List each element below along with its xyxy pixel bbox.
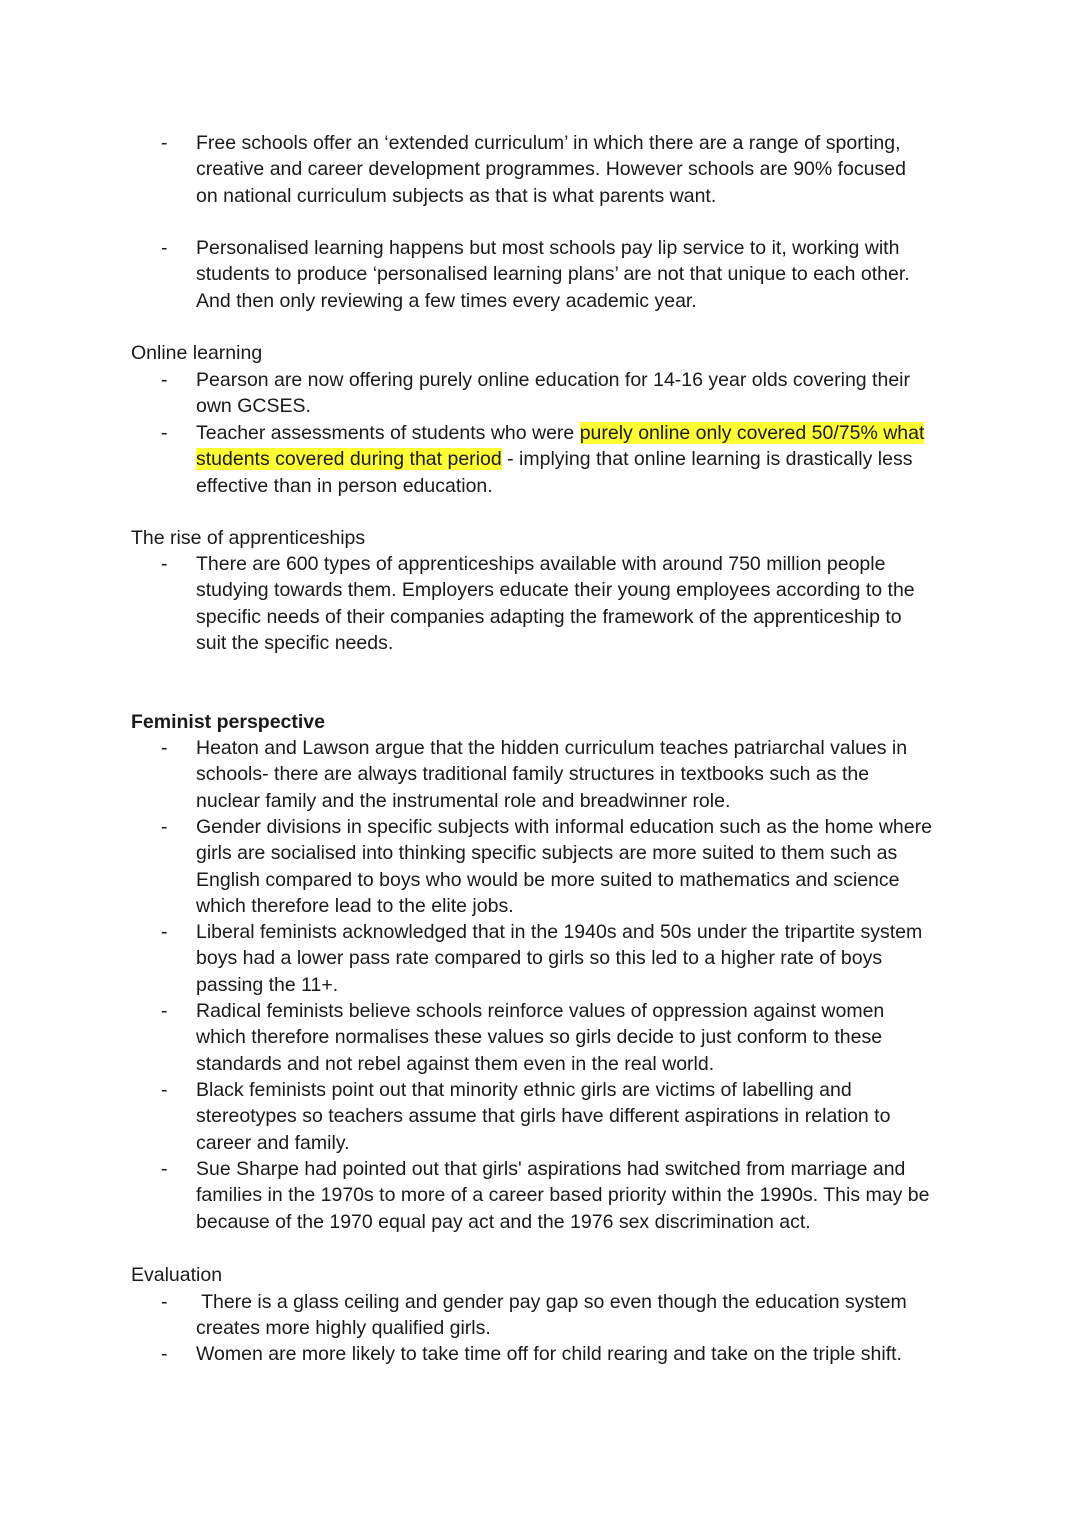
text-line: There are 600 types of apprenticeships available with around 750 million people bbox=[196, 553, 886, 575]
bullet-dash: - bbox=[161, 921, 168, 943]
text-line: Personalised learning happens but most schools pay lip service to it, working with bbox=[196, 237, 900, 259]
text-line: on national curriculum subjects as that is what parents want. bbox=[196, 184, 717, 207]
text-line: effective than in person education. bbox=[196, 474, 493, 497]
text-line: Heaton and Lawson argue that the hidden curriculum teaches patriarchal values in bbox=[196, 737, 908, 759]
text-line bbox=[196, 420, 956, 446]
text-line: creates more highly qualified girls. bbox=[196, 1317, 491, 1340]
text-line: suit the specific needs. bbox=[196, 631, 394, 654]
text-line: because of the 1970 equal pay act and the 1976 sex discrimination act. bbox=[196, 1210, 811, 1233]
highlighted-text: students covered during that period bbox=[196, 448, 502, 471]
section-heading-online-learning: Online learning bbox=[131, 342, 263, 364]
bullet-dash: - bbox=[161, 1158, 168, 1180]
text-line: which therefore lead to the elite jobs. bbox=[196, 894, 514, 917]
text-line: own GCSES. bbox=[196, 395, 311, 418]
text-line: families in the 1970s to more of a career based priority within the 1990s. This may be bbox=[196, 1184, 930, 1207]
text-line: Women are more likely to take time off for child rearing and take on the triple shift. bbox=[196, 1343, 902, 1365]
text-line: schools- there are always traditional family structures in textbooks such as the bbox=[196, 763, 870, 786]
text-line: stereotypes so teachers assume that girls have different aspirations in relation to bbox=[196, 1105, 891, 1128]
list-item-text bbox=[196, 735, 956, 814]
bullet-dash: - bbox=[161, 1000, 168, 1022]
list-item-text bbox=[196, 1156, 956, 1235]
section-heading-evaluation: Evaluation bbox=[131, 1264, 223, 1286]
text-line: And then only reviewing a few times every academic year. bbox=[196, 289, 697, 312]
list-item-text bbox=[196, 1077, 956, 1156]
text-line: specific needs of their companies adapting the framework of the apprenticeship to bbox=[196, 605, 902, 628]
highlighted-text: purely online only covered 50/75% what bbox=[579, 422, 925, 444]
text-segment: - implying that online learning is drastically less bbox=[501, 448, 913, 471]
section-heading-apprenticeships: The rise of apprenticeships bbox=[131, 527, 366, 549]
text-line: There is a glass ceiling and gender pay gap so even though the education system bbox=[196, 1291, 907, 1313]
bullet-dash: - bbox=[161, 237, 168, 259]
bullet-dash: - bbox=[161, 737, 168, 759]
list-item-text bbox=[196, 1289, 956, 1342]
bullet-dash: - bbox=[161, 1079, 168, 1101]
list-item-text bbox=[196, 998, 956, 1077]
list-item-text bbox=[196, 367, 956, 420]
section-heading-feminist-perspective: Feminist perspective bbox=[131, 711, 325, 733]
text-line: career and family. bbox=[196, 1131, 350, 1154]
list-item-text bbox=[196, 814, 956, 919]
text-line: Black feminists point out that minority ethnic girls are victims of labelling and bbox=[196, 1079, 852, 1101]
list-item-text bbox=[196, 130, 956, 209]
bullet-dash: - bbox=[161, 553, 168, 575]
text-line: students to produce ‘personalised learning plans’ are not that unique to each other. bbox=[196, 263, 910, 286]
text-line: standards and not rebel against them even in the real world. bbox=[196, 1052, 715, 1075]
list-item-text bbox=[196, 551, 956, 656]
text-line: Gender divisions in specific subjects with informal education such as the home where bbox=[196, 816, 932, 838]
text-line: English compared to boys who would be more suited to mathematics and science bbox=[196, 868, 900, 891]
text-line: which therefore normalises these values so girls decide to just conform to these bbox=[196, 1026, 883, 1049]
text-line: boys had a lower pass rate compared to girls so this led to a higher rate of boys bbox=[196, 947, 883, 970]
bullet-dash: - bbox=[161, 1291, 168, 1313]
text-line: Liberal feminists acknowledged that in the 1940s and 50s under the tripartite system bbox=[196, 921, 923, 943]
list-item-text bbox=[196, 420, 956, 499]
text-segment: Teacher assessments of students who were bbox=[196, 422, 580, 444]
text-line: Pearson are now offering purely online education for 14-16 year olds covering their bbox=[196, 369, 910, 391]
text-line: creative and career development programmes. However schools are 90% focused bbox=[196, 158, 906, 181]
list-item-text bbox=[196, 235, 956, 314]
text-line: studying towards them. Employers educate their young employees according to the bbox=[196, 579, 915, 602]
text-line: Sue Sharpe had pointed out that girls' aspirations had switched from marriage and bbox=[196, 1158, 906, 1180]
text-line: Radical feminists believe schools reinforce values of oppression against women bbox=[196, 1000, 885, 1022]
text-line: Free schools offer an ‘extended curriculum’ in which there are a range of sporting, bbox=[196, 132, 901, 154]
bullet-dash: - bbox=[161, 132, 168, 154]
bullet-dash: - bbox=[161, 369, 168, 391]
text-line: passing the 11+. bbox=[196, 973, 339, 996]
bullet-dash: - bbox=[161, 1343, 168, 1365]
text-line bbox=[196, 446, 956, 472]
list-item-text bbox=[196, 919, 956, 998]
text-line: girls are socialised into thinking specific subjects are more suited to them such as bbox=[196, 842, 898, 865]
bullet-dash: - bbox=[161, 816, 168, 838]
list-item-text bbox=[196, 1341, 956, 1367]
text-line: nuclear family and the instrumental role and breadwinner role. bbox=[196, 789, 731, 812]
bullet-dash: - bbox=[161, 422, 168, 444]
